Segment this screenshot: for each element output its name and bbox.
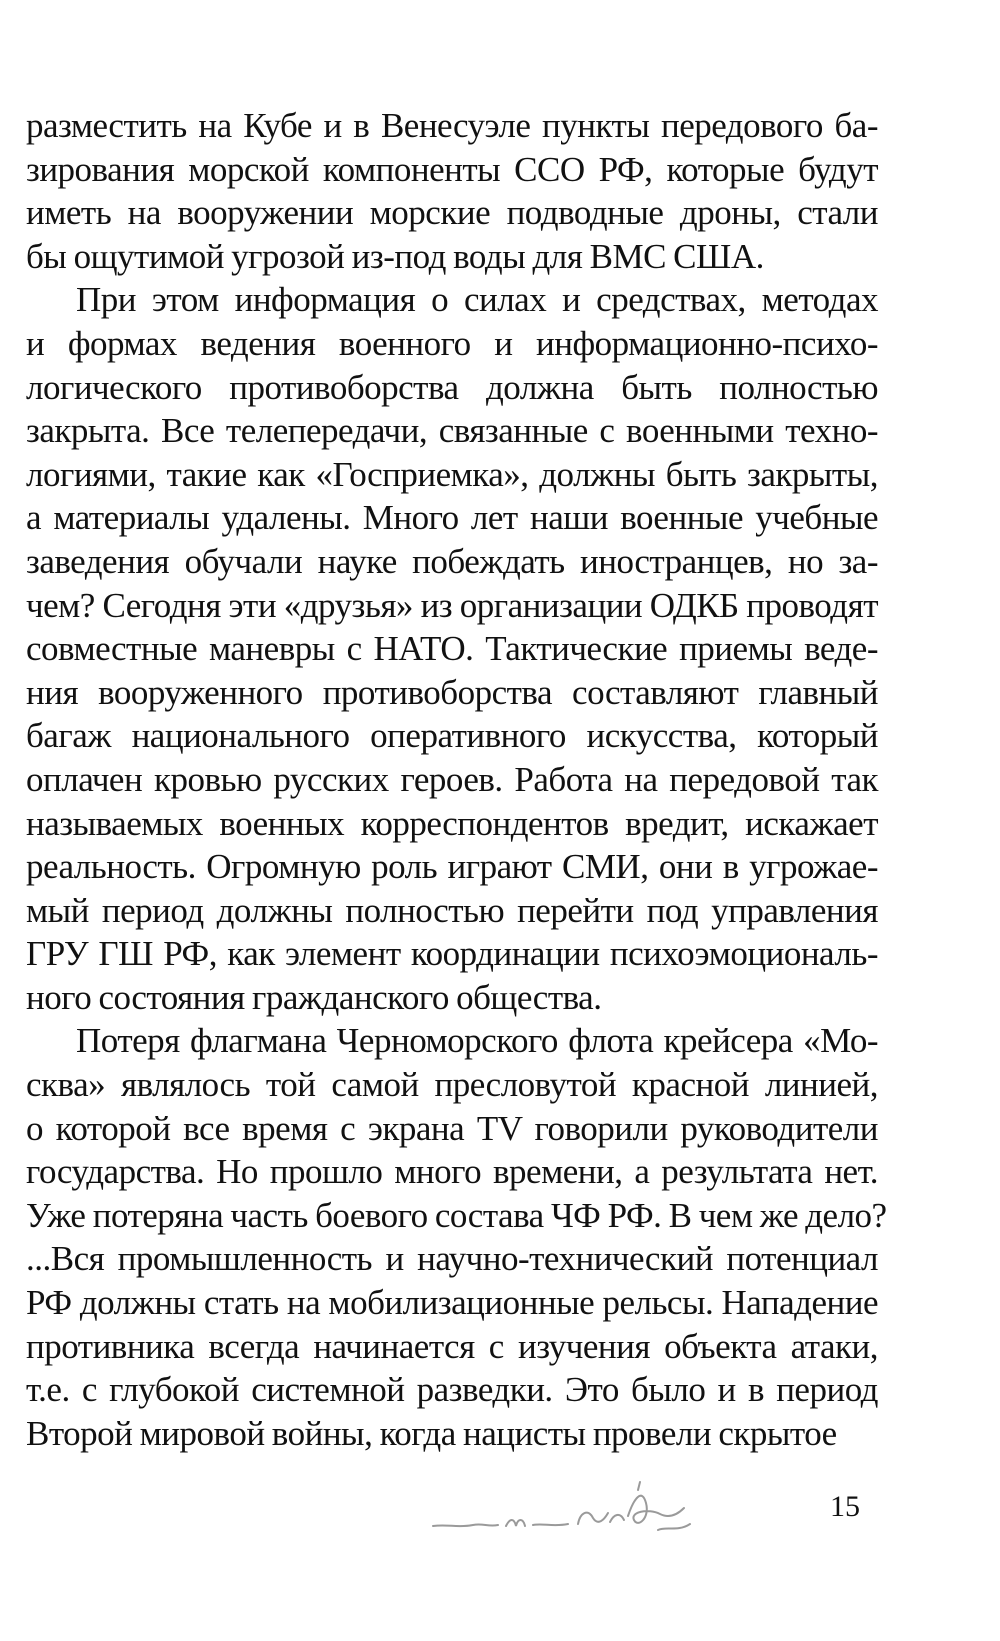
text-line: о которой все время с экрана TV говорили руководители (26, 1108, 878, 1148)
text-line: совместные маневры с НАТО. Тактические приемы веде- (26, 629, 878, 669)
text-line: и формах ведения военного и информационно-психо- (26, 323, 878, 363)
paragraph (26, 278, 878, 1019)
text-line: заведения обучали науке побеждать иностранцев, но за- (26, 541, 878, 581)
handwritten-signature (428, 1478, 728, 1538)
body-text (26, 104, 887, 1455)
text-line: т.е. с глубокой системной разведки. Это было и в период (26, 1370, 878, 1410)
text-line: логического противоборства должна быть полностью (26, 367, 878, 407)
text-line: Потеря флагмана Черноморского флота крейсера «Мо- (76, 1021, 878, 1061)
text-line: ГРУ ГШ РФ, как элемент координации психоэмоциональ- (26, 934, 878, 974)
text-line: При этом информация о силах и средствах, методах (76, 280, 878, 320)
text-line: называемых военных корреспондентов вредит, искажает (26, 803, 878, 843)
text-line: оплачен кровью русских героев. Работа на передовой так (26, 759, 878, 799)
text-line: реальность. Огромную роль играют СМИ, они в угрожае- (26, 847, 878, 887)
text-line: а материалы удалены. Много лет наши военные учебные (26, 498, 878, 538)
paragraph (26, 1019, 887, 1455)
text-line: чем? Сегодня эти «друзья» из организации ОДКБ проводят (26, 585, 878, 625)
text-line: мый период должны полностью перейти под управления (26, 890, 878, 930)
text-line: закрыта. Все телепередачи, связанные с военными техно- (26, 411, 878, 451)
text-line: бы ощутимой угрозой из-под воды для ВМС США. (26, 236, 764, 276)
text-line: зирования морской компоненты ССО РФ, которые будут (26, 149, 878, 189)
text-line: логиями, такие как «Госприемка», должны быть закрыты, (26, 454, 878, 494)
text-line: противника всегда начинается с изучения объекта атаки, (26, 1326, 878, 1366)
text-line: Уже потеряна часть боевого состава ЧФ РФ. В чем же дело? (26, 1195, 887, 1235)
text-line: багаж национального оперативного искусства, который (26, 716, 878, 756)
text-line: ...Вся промышленность и научно-технический потенциал (26, 1239, 878, 1279)
text-line: сква» являлось той самой пресловутой красной линией, (26, 1065, 878, 1105)
page-number: 15 (830, 1490, 860, 1523)
text-line: ния вооруженного противоборства составляют главный (26, 672, 878, 712)
text-line: иметь на вооружении морские подводные дроны, стали (26, 193, 878, 233)
text-line: государства. Но прошло много времени, а результата нет. (26, 1152, 878, 1192)
text-line: РФ должны стать на мобилизационные рельсы. Нападение (26, 1283, 878, 1323)
text-line: разместить на Кубе и в Венесуэле пункты передового ба- (26, 106, 878, 145)
text-line: Второй мировой войны, когда нацисты провели скрытое (26, 1413, 837, 1453)
text-line: ного состояния гражданского общества. (26, 977, 602, 1017)
paragraph (26, 104, 878, 278)
